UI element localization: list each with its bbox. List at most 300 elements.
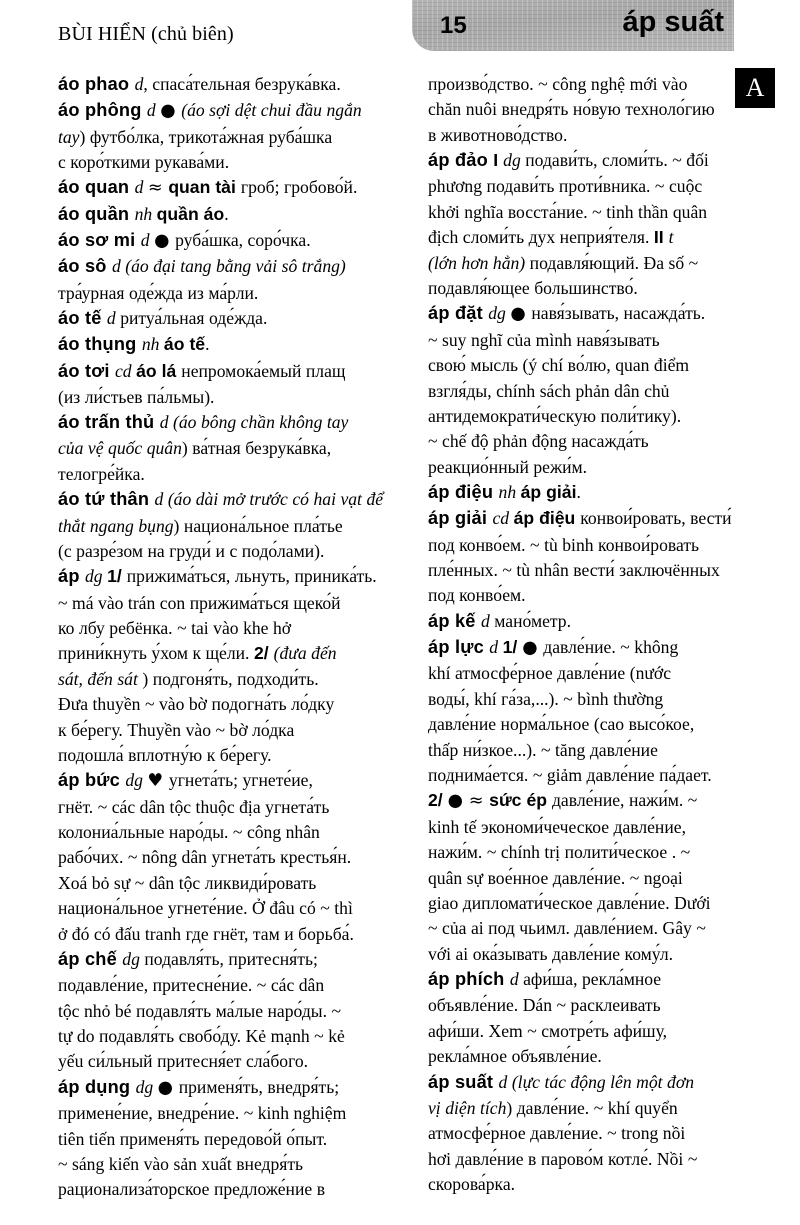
dictionary-entry (58, 487, 403, 513)
entry-num: 1/ (107, 566, 127, 587)
entry-vi: (áo đại tang bằng vải sô trắng) (125, 256, 346, 277)
entry-hw: áo thụng (58, 334, 142, 355)
entry-ru: ~ (314, 1026, 329, 1047)
entry-pos: t (668, 227, 674, 248)
dictionary-entry (58, 564, 403, 590)
entry-vi2: giao (428, 892, 463, 913)
entry-ru: подошла́ вплотну́ю к бе́регу. (58, 744, 272, 765)
entry-vi2: với ai (428, 943, 473, 964)
entry-pos: d (480, 610, 495, 631)
entry-ru: руба́шка, соро́чка. (175, 230, 311, 251)
entry-line (428, 276, 758, 301)
entry-ru: га́за,...). ~ (501, 688, 578, 709)
entry-line (428, 687, 758, 712)
entry-ru: прижима́ться, льнуть, приника́ть. (126, 566, 377, 587)
entry-vi2: tiên tiến (58, 1128, 120, 1149)
entry-ru: антидемократи́ческую поли́тику). (428, 405, 682, 426)
entry-ru: . (576, 482, 581, 503)
entry-pos: d (154, 489, 168, 510)
entry-vi2: các dân (270, 975, 325, 996)
entry-vi2: Gây (662, 918, 697, 939)
entry-line (58, 641, 403, 666)
entry-ru: подогна́ть ло́дку (211, 694, 335, 715)
entry-pos: dg (488, 303, 511, 324)
entry-ru: ~ (688, 252, 699, 273)
entry-line (428, 788, 758, 814)
running-head: BÙI HIỂN (chủ biên) (58, 23, 234, 45)
entry-ru: ~ (320, 898, 335, 919)
entry-ru: к бе́регу. (58, 719, 128, 740)
entry-vi: (áo sợi dệt chui đầu ngắn (181, 100, 362, 121)
entry-vi: (đưa đến (273, 643, 337, 664)
entry-vi2: không (634, 637, 679, 658)
entry-hw: áp phích (428, 969, 510, 990)
dictionary-entry (58, 254, 403, 280)
entry-vi2: thì (334, 898, 353, 919)
entry-ru: где гнёт, там и борьба́. (185, 923, 354, 944)
entry-ru: ~ (696, 918, 706, 939)
entry-line (58, 795, 403, 820)
entry-sym: ● (522, 638, 544, 659)
entry-num: 2/ (253, 643, 274, 664)
entry-ru: подавля́ть ма́лые наро́ды. ~ (136, 1000, 342, 1021)
entry-vi: vị diện tích (428, 1097, 507, 1118)
entry-vi2: Xoá bỏ sự (58, 872, 135, 893)
entry-vi2: yếu (58, 1051, 88, 1072)
entry-hw: áp chế (58, 949, 123, 970)
entry-vi2: dân tộc (148, 872, 205, 893)
entry-vi: (áo bông chần không tay (173, 412, 349, 433)
entry-ru: полити́ческое . ~ (564, 842, 691, 863)
entry-sym: ● (157, 1077, 179, 1098)
entry-line (428, 429, 758, 454)
entry-vi2: suy nghĩ của mình (442, 329, 577, 350)
entry-vi2: tự do (58, 1026, 100, 1047)
entry-line (428, 72, 758, 97)
entry-pos: dg (135, 1076, 158, 1097)
entry-num: II (653, 227, 669, 248)
entry-vi2: địch (428, 227, 463, 248)
entry-vi2: khởi nghĩa (428, 201, 508, 222)
alphabet-thumb-tab[interactable]: A (735, 68, 775, 108)
entry-ru: ) давле́ние. ~ (506, 1097, 608, 1118)
entry-hw: áp (58, 566, 85, 587)
entry-ru: экономи́чеческое давле́ние, (480, 816, 686, 837)
dictionary-entry (58, 947, 403, 973)
entry-line (428, 738, 758, 763)
entry-hw: áp đảo (428, 150, 494, 171)
entry-vi2: sáng kiến vào sản xuất (72, 1154, 237, 1174)
entry-pos: d (146, 100, 161, 121)
entry-ru: ~ (58, 592, 73, 613)
entry-pos: d (111, 256, 126, 277)
entry-ru: применя́ть передово́й о́пыт. (119, 1128, 328, 1149)
entry-vi2: ngoại (643, 867, 683, 888)
entry-line (428, 328, 758, 353)
entry-pos: d (498, 1071, 512, 1092)
entry-line (428, 123, 758, 148)
dictionary-entry (58, 768, 403, 794)
entry-pos: cd (114, 360, 137, 381)
dictionary-entry (58, 1075, 403, 1101)
entry-pos: dg (503, 150, 526, 171)
entry-sym: ♥ (147, 771, 169, 792)
entry-vi: tay (58, 126, 80, 147)
entry-line (58, 667, 403, 692)
entry-ru: навя́зывать, насажда́ть. (531, 303, 706, 324)
dictionary-entry (428, 967, 758, 993)
entry-pos: d (489, 637, 503, 658)
entry-num: 1/ (502, 637, 523, 658)
entry-ru: прижима́ться щеко́й (189, 592, 341, 613)
entry-ru: угнета́ть крестья́н. (211, 847, 352, 868)
entry-ru: взгля́ды, (428, 380, 497, 401)
entry-line (428, 404, 758, 429)
entry-ru: ритуа́льная оде́жда. (120, 308, 268, 329)
entry-hw: áo phông (58, 100, 147, 121)
entry-vi: (lớn hơn hẳn) (428, 252, 530, 273)
entry-ru: тра́урная оде́жда из ма́рли. (58, 282, 259, 303)
entry-bs: quần áo (156, 203, 225, 224)
entry-vi2: tinh thần quân (606, 201, 708, 222)
entry-ru: мано́метр. (494, 610, 572, 631)
column-left (58, 72, 403, 1203)
entry-line (58, 999, 403, 1024)
dictionary-entry (58, 98, 403, 124)
entry-ru: ~ (58, 1154, 73, 1174)
entry-ru: пле́нных. ~ (428, 560, 517, 580)
entry-ru: ~ (144, 694, 159, 715)
entry-vi2: chính trị (500, 842, 565, 863)
entry-line (428, 200, 758, 225)
entry-vi2: bờ (229, 719, 253, 740)
entry-hw: áo sô (58, 256, 112, 277)
header-entry-word: áp suất (622, 6, 724, 38)
entry-vi2: tai vào khe hở (191, 617, 292, 638)
entry-vi2: nông dân (141, 847, 212, 868)
entry-hw: áp điệu (428, 482, 499, 503)
entry-pos: dg (84, 566, 108, 587)
entry-ru: восста́ние. ~ (507, 201, 607, 222)
entry-vi: (lực tác động lên một đơn (511, 1071, 695, 1092)
entry-line (428, 942, 758, 967)
entry-line (428, 1044, 758, 1069)
entry-vi2: cuộc (668, 176, 703, 197)
entry-ru: давле́ние в парово́м котле́. (455, 1148, 657, 1169)
entry-vi2: Kẻ mạnh (245, 1026, 315, 1047)
entry-ru: национа́льное угнете́ние. (58, 898, 253, 919)
entry-ru: атмосфе́рное давле́ние. ~ (428, 1123, 622, 1144)
entry-hw: áp bức (58, 770, 126, 791)
dictionary-entry (58, 72, 403, 98)
entry-line (428, 174, 758, 199)
entry-hw: áo sơ mi (58, 230, 141, 251)
entry-ru: ~ (428, 431, 443, 452)
entry-sym: ● (160, 101, 182, 122)
entry-ru: подавля́ть, притесня́ть; (144, 949, 318, 970)
entry-line (58, 385, 403, 410)
entry-hw: áp dụng (58, 1076, 136, 1097)
entry-vi2: Xem (488, 1020, 528, 1041)
entry-ru: подавля́ющий. (529, 252, 644, 273)
entry-vi2: kẻ (328, 1026, 345, 1047)
entry-hw: áp đặt (428, 303, 489, 324)
entry-pos: nh (141, 334, 164, 355)
dictionary-entry (58, 359, 403, 385)
entry-vi2: Ở đâu có (252, 898, 321, 919)
entry-line (428, 916, 758, 941)
entry-ru: реакцио́нный режи́м. (428, 456, 588, 477)
entry-ru: ) подгоня́ть, подходи́ть. (142, 668, 319, 689)
entry-hw: áo tứ thân (58, 489, 155, 510)
entry-pos: cd (492, 508, 514, 529)
entry-ru: давле́ние (589, 739, 658, 760)
entry-ru: афи́ша, рекла́мное (523, 969, 662, 990)
entry-ru: скорова́рка. (428, 1173, 516, 1194)
entry-hw: áo trấn thủ (58, 412, 160, 433)
entry-pos: dg (125, 770, 148, 791)
entry-hw: áp giải (428, 508, 493, 529)
entry-line (428, 1121, 758, 1146)
entry-line (428, 1019, 758, 1044)
entry-ru: ло́дка (252, 719, 295, 740)
entry-vi2: giảm (546, 764, 587, 785)
entry-bs: áo tế (163, 334, 206, 355)
entry-line (58, 539, 403, 564)
entry-line (428, 533, 758, 558)
entry-vi2: tù nhân (516, 560, 574, 580)
entry-ru: ко лбу ребёнка. ~ (58, 617, 192, 638)
entry-line (58, 845, 403, 870)
entry-vi2: cao (599, 714, 629, 735)
entry-line (58, 743, 403, 768)
entry-ru: прини́кнуть у́хом к ще́ли. (58, 643, 254, 664)
entry-ru: поднима́ется. ~ (428, 764, 547, 785)
entry-ru: применя́ть, внедря́ть; (178, 1076, 340, 1097)
entry-ru: с коро́ткими рукава́ми. (58, 152, 230, 173)
entry-vi2: kinh nghiệm (257, 1103, 347, 1124)
entry-hw: áp lực (428, 637, 490, 658)
entry-vi2: đối (686, 150, 709, 171)
dictionary-entry (428, 301, 758, 327)
dictionary-entry (428, 635, 758, 661)
entry-ru: подавля́ть свобо́ду. (99, 1026, 246, 1047)
entry-line (428, 455, 758, 480)
entry-vi2: tù binh (544, 534, 599, 555)
entry-ru: дипломати́ческое давле́ние. (462, 892, 675, 913)
entry-line (58, 718, 403, 743)
entry-ru: давле́ние. ~ (543, 637, 635, 658)
entry-pos: d (140, 230, 155, 251)
entry-vi2: Dán (522, 995, 557, 1016)
entry-ru: подави́ть, сломи́ть. ~ (525, 150, 687, 171)
entry-line (58, 462, 403, 487)
entry-sym: ≈ (147, 178, 169, 199)
entry-bs: áp điệu (513, 508, 581, 529)
entry-vi2: chăn nuôi (428, 99, 502, 120)
entry-vi2: thấp (428, 739, 463, 760)
entry-sym: ● (510, 304, 532, 325)
entry-line (428, 993, 758, 1018)
entry-ru: ~ (215, 719, 230, 740)
entry-line (428, 225, 758, 250)
entry-line (58, 591, 403, 616)
entry-vi2: bình thường (577, 688, 664, 709)
entry-sym: ● (154, 231, 176, 252)
entry-line (428, 1096, 758, 1121)
entry-ru: ~ (428, 918, 443, 939)
entry-pos: dg (122, 949, 145, 970)
entry-hw: áo tế (58, 308, 107, 329)
dictionary-entry (428, 1070, 758, 1096)
dictionary-entry (58, 228, 403, 254)
entry-vi2: ở đó có đấu tranh (58, 923, 186, 944)
entry-vi2: Nồi (656, 1148, 688, 1169)
entry-vi2: khí (428, 663, 455, 684)
entry-vi2: quan điểm (615, 355, 690, 376)
entry-ru: рабо́чих. ~ (58, 847, 142, 868)
entry-line (58, 692, 403, 717)
entry-ru: вести́ заключённых (573, 560, 720, 580)
entry-vi2: công nhân (246, 822, 320, 843)
entry-ru: под конво́ем. ~ (428, 534, 545, 555)
entry-ru: конвои́ровать, вести́ (580, 508, 732, 529)
entry-vi: (áo dài mở trước có hai vạt để (167, 489, 384, 510)
column-right (428, 72, 758, 1197)
entry-ru: в животново́дство. (428, 124, 568, 145)
entry-ru: подавле́ние, притесне́ние. ~ (58, 975, 271, 996)
entry-bs: áp giải (520, 482, 577, 503)
entry-ru: рационализа́торское предложе́ние в (58, 1179, 326, 1200)
entry-hw: áo quần (58, 203, 135, 224)
entry-ru: насажда́ть (571, 431, 649, 452)
entry-ru: давле́ние норма́льное ( (428, 714, 600, 735)
entry-pos: d (159, 412, 174, 433)
entry-vi2: công nghệ mới vào (552, 74, 688, 94)
entry-ru: . (224, 203, 229, 224)
entry-ru: внедря́ть но́вую техноло́гию (501, 99, 715, 120)
entry-ru: си́льный притесня́ет сла́бого. (87, 1051, 309, 1072)
entry-ru: угнета́ть; угнете́ие, (168, 770, 313, 791)
entry-line (428, 661, 758, 686)
entry-vi2: khí (474, 688, 502, 709)
entry-vi2: quân sự (428, 867, 488, 888)
dictionary-entry (58, 175, 403, 201)
entry-sym: ● ≈ (447, 791, 490, 812)
entry-vi2: của ai (442, 918, 489, 939)
entry-ru: ока́зывать давле́ние кому́л. (472, 943, 673, 964)
entry-bs: sức ép (489, 790, 552, 811)
entry-vi2: tộc nhỏ bé (58, 1000, 136, 1021)
entry-vi2: kinh tế (428, 816, 481, 837)
entry-line (58, 871, 403, 896)
entry-ru: атмосфе́рное давле́ние ( (454, 663, 636, 684)
entry-line (428, 815, 758, 840)
entry-ru: конвои́ровать (598, 534, 700, 555)
entry-line (58, 125, 403, 150)
entry-line (428, 353, 758, 378)
entry-ru: под чьимл. давле́нием. (488, 918, 663, 939)
page-number: 15 (440, 12, 467, 39)
entry-ru: давле́ние па́дает. (586, 764, 712, 785)
entry-line (428, 97, 758, 122)
entry-ru: ~ расклеивать (556, 995, 661, 1016)
entry-vi2: các dân tộc thuộc địa (111, 796, 266, 817)
entry-line (58, 436, 403, 461)
entry-pos: d (134, 74, 144, 94)
entry-vi: sát, đến sát (58, 668, 143, 689)
dictionary-entry (428, 480, 758, 506)
dictionary-entry (58, 410, 403, 436)
entry-vi2: khí quyển (607, 1097, 678, 1118)
entry-ru: ~ смотре́ть афи́шу, (527, 1020, 668, 1041)
entry-ru: (с разре́зом на груди́ и с подо́лами). (58, 540, 325, 561)
entry-ru: гроб; гробово́й. (240, 177, 358, 198)
entry-line (428, 763, 758, 788)
entry-ru: произво́дство. ~ (428, 74, 553, 94)
entry-vi2: hơi (428, 1148, 456, 1169)
entry-ru: сломи́ть дух неприя́теля. (462, 227, 654, 248)
entry-ru: рекла́мное объявле́ние. (428, 1046, 602, 1067)
entry-ru: под конво́ем. (428, 585, 526, 606)
entry-hw: áo phao (58, 74, 135, 94)
entry-pos: d (106, 308, 121, 329)
entry-ru: ) футбо́лка, трикота́жная руба́шка (79, 126, 333, 147)
entry-ru: нажи́м. ~ (428, 842, 501, 863)
entry-line (58, 973, 403, 998)
dictionary-entry (428, 148, 758, 174)
entry-ru: афи́ши. (428, 1020, 489, 1041)
entry-vi2: phương (428, 176, 487, 197)
entry-line (58, 922, 403, 947)
dictionary-entry (58, 332, 403, 358)
entry-vi2: Dưới (674, 892, 711, 913)
entry-ru: (из ли́стьев па́льмы). (58, 386, 215, 407)
entry-vi2: Thuyền vào (127, 719, 216, 740)
entry-line (428, 583, 758, 608)
entry-ru: колониа́льные наро́ды. ~ (58, 822, 247, 843)
entry-line (428, 1147, 758, 1172)
entry-line (58, 281, 403, 306)
entry-vi2: Đưa thuyền (58, 694, 145, 715)
entry-num: 2/ (428, 790, 448, 811)
entry-ru: ) ва́тная безрука́вка, (181, 438, 332, 459)
entry-vi2: chế độ phản động (442, 431, 572, 452)
entry-pos: d (509, 969, 524, 990)
entry-line (428, 840, 758, 865)
entry-pos: nh (134, 203, 157, 224)
entry-line (428, 866, 758, 891)
entry-line (58, 150, 403, 175)
entry-line (428, 891, 758, 916)
entry-hw: áo tơi (58, 360, 115, 381)
entry-vi: của vệ quốc quân (58, 438, 182, 459)
entry-line (428, 558, 758, 583)
entry-pos: d (134, 177, 148, 198)
entry-vi2: Đa số (643, 252, 689, 273)
entry-ru: ~ (428, 329, 443, 350)
entry-ru: ликвиди́ровать (204, 872, 317, 893)
entry-ru: , спаса́тельная безрука́вка. (143, 74, 341, 94)
entry-ru: вое́нное давле́ние. ~ (487, 867, 644, 888)
entry-ru: воды́, (428, 688, 475, 709)
entry-line (58, 820, 403, 845)
entry-vi: thắt ngang bụng (58, 515, 174, 536)
entry-ru: примене́ние, внедре́ние. ~ (58, 1103, 258, 1124)
entry-ru: навя́зывать (576, 329, 660, 350)
entry-ru: свою́ мысль (ý chí во́лю, (428, 355, 616, 376)
entry-line (428, 1172, 758, 1197)
